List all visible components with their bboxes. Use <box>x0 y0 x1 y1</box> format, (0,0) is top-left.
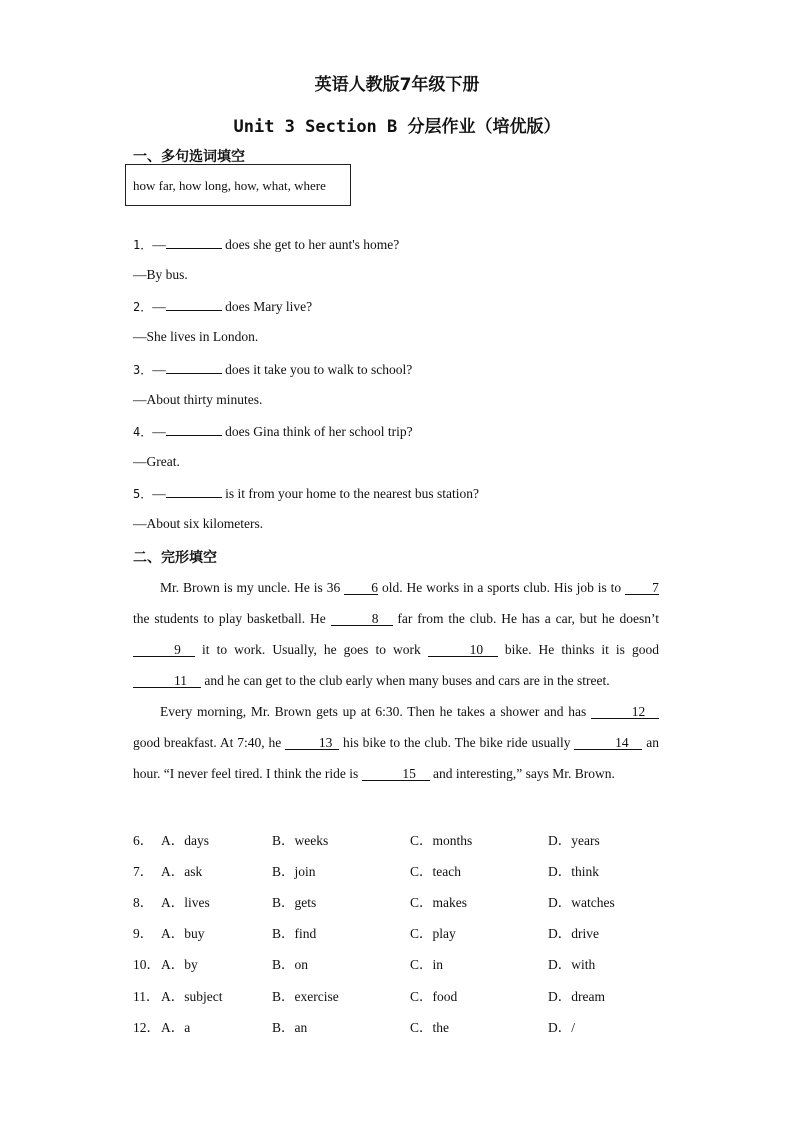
cloze-blank-14[interactable]: 14 <box>574 736 642 750</box>
cloze-blank-9[interactable]: 9 <box>133 643 195 657</box>
answer-blank[interactable] <box>166 373 222 374</box>
answer-5: —About six kilometers. <box>133 516 264 531</box>
part1-heading: 一、多句选词填空 <box>133 149 245 165</box>
option-a[interactable]: A．a <box>161 1020 191 1035</box>
question-number: 1． <box>133 238 153 252</box>
option-b[interactable]: B．find <box>272 926 317 941</box>
option-number: 11． <box>133 989 160 1004</box>
option-d[interactable]: D．with <box>548 957 596 972</box>
cloze-paragraph-1: Mr. Brown is my uncle. He is 36 6 old. He works in a sports club. His job is to 7 the students to play basketball. He 8 far from the club. He has a car, but he doesn’t 9 it to work. Usually, he goes to work 10 bike. He thinks it is good 11 and he can get to the club early when many buses and cars are in the street. <box>133 580 659 688</box>
option-number: 8． <box>133 895 154 910</box>
part2-heading: 二、完形填空 <box>133 550 217 566</box>
cloze-passage <box>133 572 659 789</box>
question-1: 1．— does she get to her aunt's home? <box>133 237 400 252</box>
question-3: 3．— does it take you to walk to school? <box>133 362 413 377</box>
option-a[interactable]: A．lives <box>161 895 210 910</box>
question-number: 4． <box>133 425 153 439</box>
question-number: 5． <box>133 487 153 501</box>
option-d[interactable]: D．dream <box>548 989 605 1004</box>
option-number: 9． <box>133 926 154 941</box>
option-a[interactable]: A．subject <box>161 989 223 1004</box>
question-4: 4．— does Gina think of her school trip? <box>133 424 413 439</box>
document-subtitle: Unit 3 Section B 分层作业（培优版） <box>233 117 561 137</box>
answer-blank[interactable] <box>166 310 222 311</box>
option-a[interactable]: A．days <box>161 833 209 848</box>
option-number: 6． <box>133 833 154 848</box>
option-a[interactable]: A．buy <box>161 926 205 941</box>
cloze-paragraph-2: Every morning, Mr. Brown gets up at 6:30. Then he takes a shower and has 12 good breakfast. At 7:40, he 13 his bike to the club. The bike ride usually 14 an hour. “I never feel tired. I think the ride is 15 and interesting,” says Mr. Brown. <box>133 704 659 781</box>
option-b[interactable]: B．an <box>272 1020 308 1035</box>
option-c[interactable]: C．play <box>410 926 456 941</box>
answer-4: —Great. <box>133 454 180 469</box>
option-number: 10． <box>133 957 160 972</box>
answer-blank[interactable] <box>166 248 222 249</box>
option-c[interactable]: C．months <box>410 833 473 848</box>
option-d[interactable]: D．/ <box>548 1020 575 1035</box>
option-b[interactable]: B．join <box>272 864 316 879</box>
option-number: 12． <box>133 1020 160 1035</box>
answer-3: —About thirty minutes. <box>133 392 263 407</box>
cloze-blank-11[interactable]: 11 <box>133 674 201 688</box>
question-number: 3． <box>133 363 153 377</box>
option-b[interactable]: B．weeks <box>272 833 329 848</box>
option-d[interactable]: D．think <box>548 864 600 879</box>
option-b[interactable]: B．gets <box>272 895 317 910</box>
cloze-blank-7[interactable]: 7 <box>625 581 659 595</box>
question-2: 2．— does Mary live? <box>133 299 313 314</box>
option-c[interactable]: C．teach <box>410 864 461 879</box>
option-a[interactable]: A．ask <box>161 864 203 879</box>
option-b[interactable]: B．on <box>272 957 309 972</box>
option-c[interactable]: C．the <box>410 1020 449 1035</box>
option-d[interactable]: D．watches <box>548 895 615 910</box>
option-c[interactable]: C．in <box>410 957 444 972</box>
question-number: 2． <box>133 300 153 314</box>
cloze-blank-13[interactable]: 13 <box>285 736 339 750</box>
question-5: 5．— is it from your home to the nearest bus station? <box>133 486 479 501</box>
option-c[interactable]: C．makes <box>410 895 467 910</box>
cloze-blank-8[interactable]: 8 <box>331 612 393 626</box>
option-d[interactable]: D．drive <box>548 926 599 941</box>
answer-2: —She lives in London. <box>133 329 259 344</box>
document-title: 英语人教版7年级下册 <box>314 75 480 95</box>
answer-blank[interactable] <box>166 497 222 498</box>
answer-1: —By bus. <box>133 267 188 282</box>
option-a[interactable]: A．by <box>161 957 198 972</box>
answer-blank[interactable] <box>166 435 222 436</box>
option-c[interactable]: C．food <box>410 989 458 1004</box>
option-number: 7． <box>133 864 154 879</box>
cloze-blank-12[interactable]: 12 <box>591 705 659 719</box>
cloze-blank-10[interactable]: 10 <box>428 643 498 657</box>
option-d[interactable]: D．years <box>548 833 600 848</box>
option-b[interactable]: B．exercise <box>272 989 339 1004</box>
cloze-blank-15[interactable]: 15 <box>362 767 430 781</box>
word-bank: how far, how long, how, what, where <box>125 164 351 206</box>
cloze-blank-6[interactable]: 6 <box>344 581 378 595</box>
